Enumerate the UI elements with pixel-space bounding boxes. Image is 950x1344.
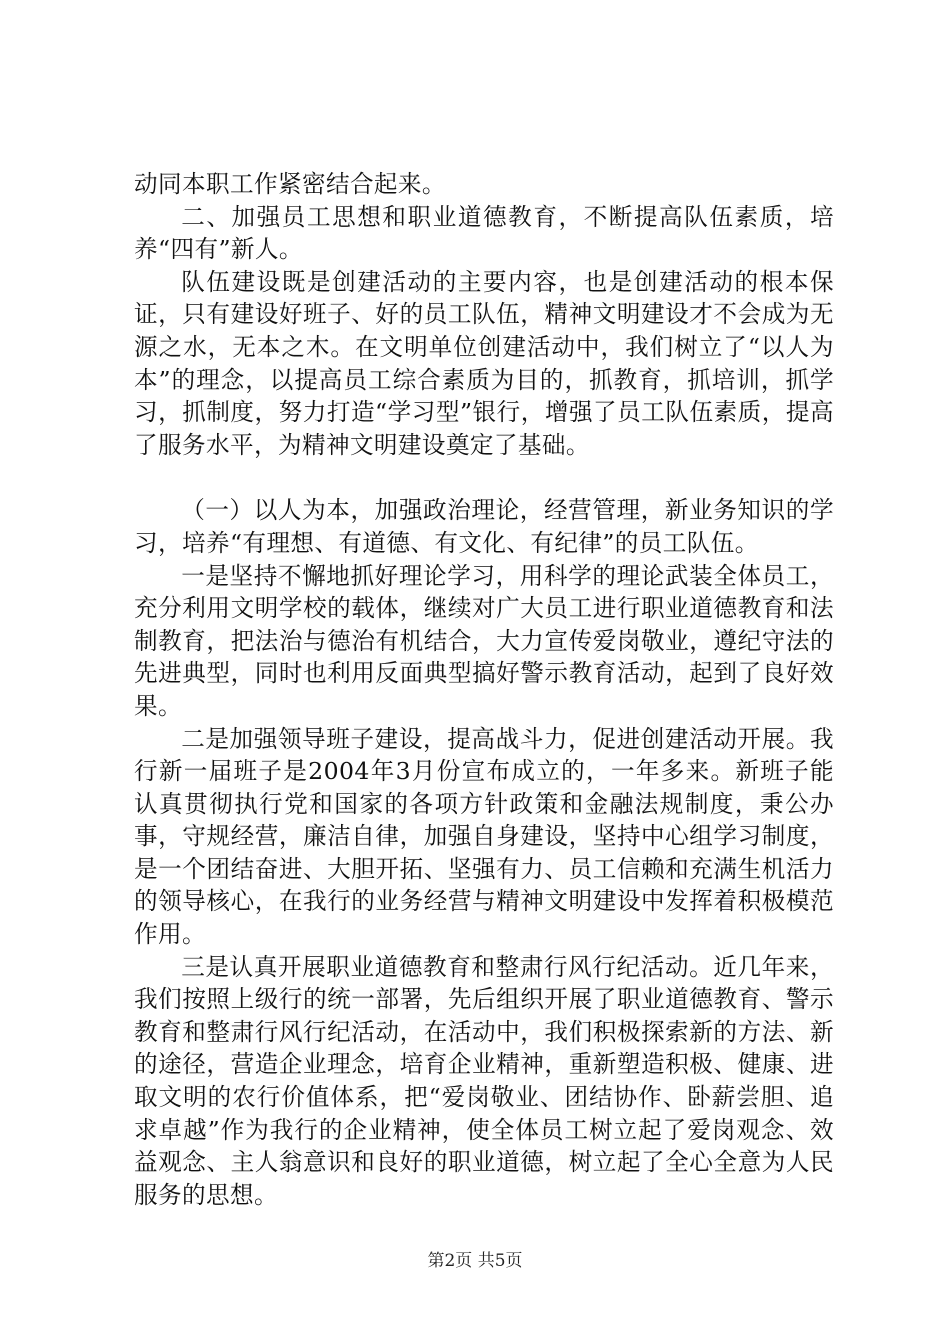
paragraph-continuation: 动同本职工作紧密结合起来。 bbox=[134, 170, 446, 198]
page-number-footer: 第2页 共5页 bbox=[427, 1251, 523, 1271]
subsection-heading-one: （一）以人为本，加强政治理论，经营管理，新业务知识的学习，培养“有理想、有道德、有文化、有纪律”的员工队伍。 bbox=[134, 496, 834, 557]
paragraph-team-building: 队伍建设既是创建活动的主要内容，也是创建活动的根本保证，只有建设好班子、好的员工队伍，精神文明建设才不会成为无源之水，无本之木。在文明单位创建活动中，我们树立了“以人为本”的理念，以提高员工综合素质为目的，抓教育，抓培训，抓学习，抓制度，努力打造“学习型”银行，增强了员工队伍素质，提高了服务水平，为精神文明建设奠定了基础。 bbox=[134, 267, 834, 459]
paragraph-spacer bbox=[134, 461, 834, 494]
document-body bbox=[134, 168, 834, 1211]
paragraph-theory-study: 一是坚持不懈地抓好理论学习，用科学的理论武装全体员工，充分利用文明学校的载体，继续对广大员工进行职业道德教育和法制教育，把法治与德治有机结合，大力宣传爱岗敬业，遵纪守法的先进典型，同时也利用反面典型搞好警示教育活动，起到了良好效果。 bbox=[134, 561, 834, 720]
paragraph-leadership: 二是加强领导班子建设，提高战斗力，促进创建活动开展。我行新一届班子是2004年3月份宣布成立的，一年多来。新班子能认真贯彻执行党和国家的各项方针政策和金融法规制度，秉公办事，守规经营，廉洁自律，加强自身建设，坚持中心组学习制度，是一个团结奋进、大胆开拓、坚强有力、员工信赖和充满生机活力的领导核心，在我行的业务经营与精神文明建设中发挥着积极模范作用。 bbox=[134, 724, 834, 949]
paragraph-ethics-education: 三是认真开展职业道德教育和整肃行风行纪活动。近几年来，我们按照上级行的统一部署，先后组织开展了职业道德教育、警示教育和整肃行风行纪活动，在活动中，我们积极探索新的方法、新的途径，营造企业理念，培育企业精神，重新塑造积极、健康、进取文明的农行价值体系，把“爱岗敬业、团结协作、卧薪尝胆、追求卓越”作为我行的企业精神，使全体员工树立起了爱岗观念、效益观念、主人翁意识和良好的职业道德，树立起了全心全意为人民服务的思想。 bbox=[134, 952, 834, 1209]
section-heading-two: 二、加强员工思想和职业道德教育，不断提高队伍素质，培养“四有”新人。 bbox=[134, 202, 834, 264]
